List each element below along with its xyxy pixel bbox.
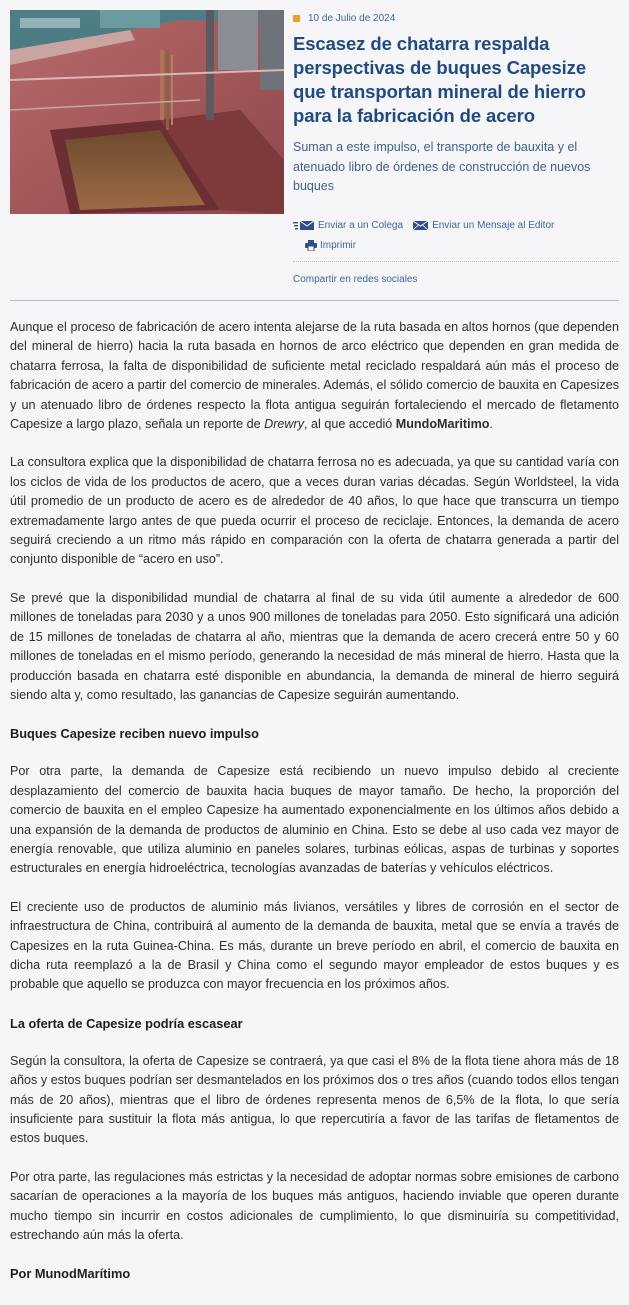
header-divider bbox=[10, 300, 619, 301]
paragraph-6: Según la consultora, la oferta de Capesize se contraerá, ya que casi el 8% de la flota tiene ahora más de 18 años y estos buques podrían ser desmantelados en los próximos dos o tres años (cuando todos ellos tengan más de 20 años), mientras que el libro de órdenes representa menos de 6,5% de la flota, lo que sería insuficiente para sustituir la flota más antigua, lo que repercutiría a favor de las tarifas de fletamentos de estos buques. bbox=[10, 1053, 619, 1146]
article-photo bbox=[10, 10, 284, 214]
ship-loading-ore-image bbox=[10, 10, 284, 214]
subheading-capesize-impulse: Buques Capesize reciben nuevo impulso bbox=[10, 726, 259, 742]
send-editor-link[interactable] bbox=[413, 220, 554, 231]
article-title: Escasez de chatarra respalda perspectivas de buques Capesize que transportan mineral de hierro para la fabricación de acero bbox=[293, 33, 587, 126]
subheading-capesize-supply: La oferta de Capesize podría escasear bbox=[10, 1015, 243, 1031]
envelope-icon bbox=[413, 220, 429, 231]
paragraph-7: Por otra parte, las regulaciones más estrictas y la necesidad de adoptar normas sobre emisiones de carbono sacarían de operaciones a la mayoría de los buques más antiguos, haciendo inviable que operen durante mucho tiempo sin incurrir en costos adicionales de cumplimiento, lo que disminuiría su competitividad, estrechando aún más la oferta. bbox=[10, 1169, 619, 1243]
article-body bbox=[10, 318, 619, 1302]
paragraph-1-text: Aunque el proceso de fabricación de acero intenta alejarse de la ruta basada en altos hornos (que dependen del mineral de hierro) hacia la ruta basada en hornos de arco eléctrico que dependen en gran medida de chatarra ferrosa, la falta de disponibilidad de suficiente metal reciclado respaldará aún más el proceso de fabricación de acero a partir del comercio de minerales. Además, el sólido comercio de bauxita en Capesizes y un atenuado libro de órdenes respecto la flota antigua seguirán fortaleciendo el mercado de fletamento Capesize a largo plazo, señala un reporte de bbox=[10, 320, 619, 432]
source-drewry: Drewry bbox=[264, 417, 305, 432]
send-colleague-link[interactable] bbox=[293, 220, 403, 231]
article-date: 10 de Julio de 2024 bbox=[308, 12, 396, 24]
send-colleague-label: Enviar a un Colega bbox=[318, 220, 404, 231]
send-colleague-icon bbox=[293, 220, 315, 231]
paragraph-1-end: . bbox=[489, 417, 493, 432]
print-label: Imprimir bbox=[320, 240, 357, 251]
share-social-link[interactable]: Compartir en redes sociales bbox=[293, 273, 418, 285]
paragraph-4: Por otra parte, la demanda de Capesize está recibiendo un nuevo impulso debido al creciente desplazamiento del comercio de bauxita hacia buques de mayor tamaño. De hecho, la proporción del comercio de bauxita en el empleo Capesize ha aumentado exponencialmente en los últimos años debido a una expansión de la demanda de productos de aluminio en China. Esto se debe al uso cada vez mayor de energía renovable, que utiliza aluminio en paneles solares, turbinas eólicas, aspas de turbinas y soportes estructurales en energía hidroeléctrica, tecnologías avanzadas de baterías y vehículos eléctricos. bbox=[10, 764, 619, 876]
print-link[interactable] bbox=[305, 240, 356, 251]
article-subtitle: Suman a este impulso, el transporte de bauxita y el atenuado libro de órdenes de construcción de nuevos buques bbox=[293, 140, 591, 193]
actions-divider bbox=[293, 261, 619, 262]
paragraph-5: El creciente uso de productos de aluminio más livianos, versátiles y libres de corrosión en el sector de infraestructura de China, contribuirá al aumento de la demanda de bauxita, metal que se envía a través de Capesizes en la ruta Guinea-China. Es más, durante un breve período en abril, el comercio de bauxita en dicha ruta reemplazó a la de Brasil y China como el segundo mayor empleador de estos buques y es probable que aquello se produzca con mayor frecuencia en los próximos años. bbox=[10, 899, 619, 992]
article-actions bbox=[293, 217, 619, 285]
paragraph-3: Se prevé que la disponibilidad mundial de chatarra al final de su vida útil aumente a alrededor de 600 millones de toneladas para 2030 y a unos 900 millones de toneladas para 2050. Esto significará una adición de 15 millones de toneladas de chatarra al año, mientras que la demanda de acero crecerá entre 50 y 60 millones de toneladas en el mismo período, generando la necesidad de más mineral de hierro. Hasta que la producción basada en chatarra esté disponible en abundancia, la demanda de mineral de hierro seguirá siendo alta y, como resultado, las ganancias de Capesize seguirán aumentando. bbox=[10, 590, 619, 702]
paragraph-1-text-b: , al que accedió bbox=[304, 417, 396, 432]
article-signature: Por MunodMarítimo bbox=[10, 1266, 131, 1282]
date-marker-icon bbox=[293, 15, 300, 22]
date-row bbox=[293, 10, 619, 26]
article-header bbox=[293, 10, 619, 285]
source-mundomaritimo: MundoMaritimo bbox=[395, 417, 490, 432]
paragraph-2: La consultora explica que la disponibilidad de chatarra ferrosa no es adecuada, ya que su cantidad varía con los ciclos de vida de los productos de acero, que a veces duran varias décadas. Según Worldsteel, la vida útil promedio de un producto de acero es de alrededor de 40 años, lo que hace que transcurra un tiempo extremadamente largo antes de que pueda ocurrir el proceso de reciclaje. Entonces, la demanda de acero seguirá creciendo a un ritmo más rápido en comparación con la oferta de chatarra generada a partir del conjunto disponible de “acero en uso”. bbox=[10, 455, 619, 567]
send-editor-label: Enviar un Mensaje al Editor bbox=[432, 220, 555, 231]
paragraph-1 bbox=[10, 318, 619, 434]
printer-icon bbox=[305, 240, 317, 251]
